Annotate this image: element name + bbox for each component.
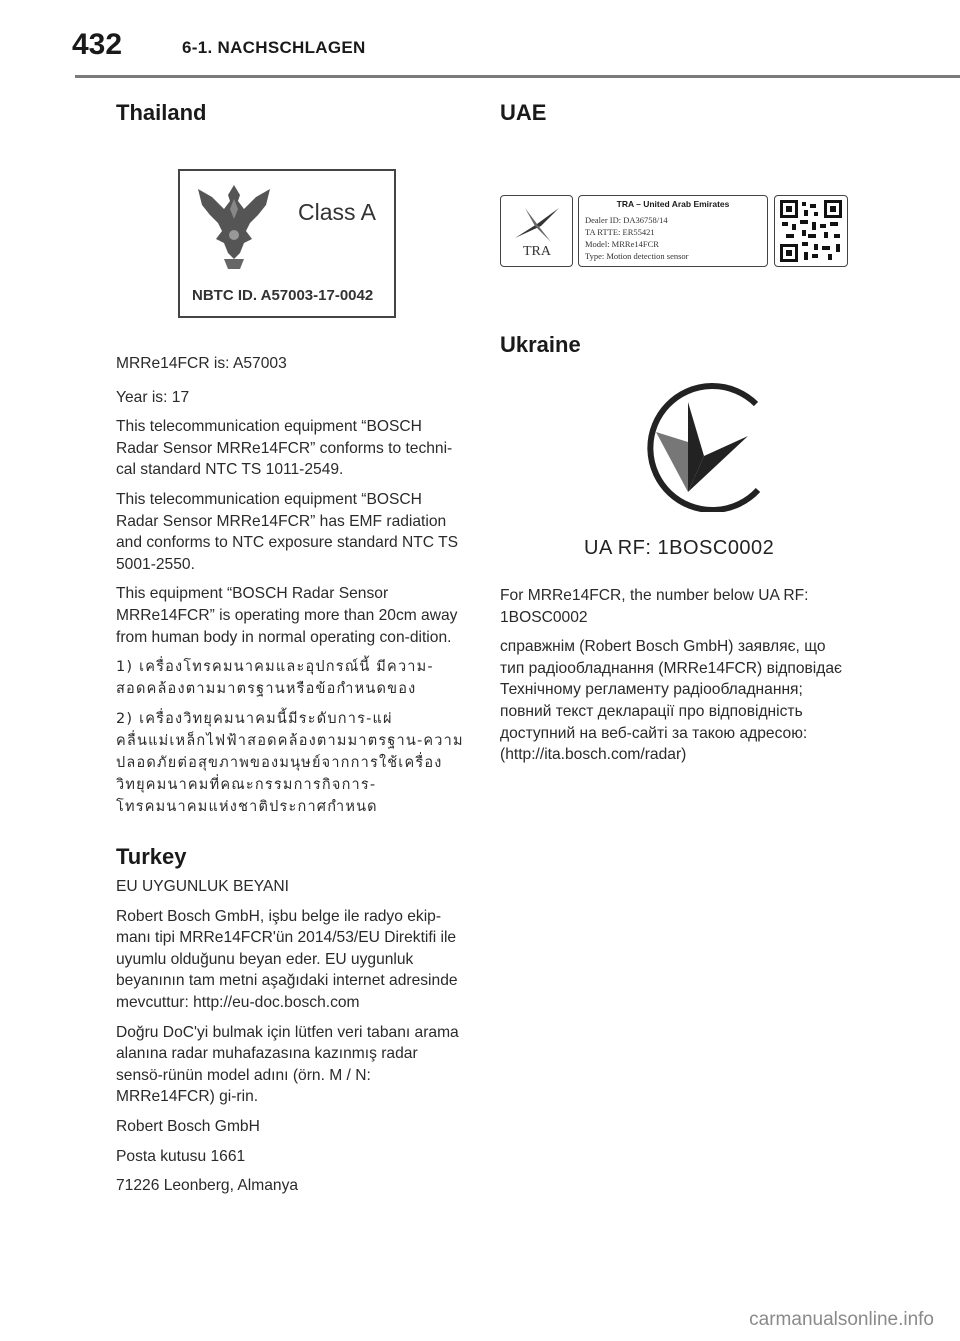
tra-dealer-id: Dealer ID: DA36758/14 (585, 215, 668, 225)
paragraph: This telecommunication equipment “BOSCH Radar Sensor MRRe14FCR” conforms to techni-cal standard NTC TS 1011-2549. (116, 418, 453, 479)
nbtc-class-text: Class A (298, 199, 376, 225)
paragraph: This telecommunication equipment “BOSCH Radar Sensor MRRe14FCR” has EMF radiation and conforms to NTC exposure standard NTC TS 5001-2550. (116, 490, 459, 573)
thailand-text (116, 353, 466, 826)
tra-model: Model: MRRe14FCR (585, 239, 659, 249)
paragraph: справжнім (Robert Bosch GmbH) заявляє, що тип радіообладнання (MRRe14FCR) відповідає Технічному регламенту радіообладнання; повний текст декларації про відповідність доступний на веб-сайті за такою адресою: (http://ita.bosch.com/radar) (500, 638, 843, 764)
paragraph: This equipment “BOSCH Radar Sensor MRRe14FCR” is operating more than 20cm away from human body in normal operating con-dition. (116, 585, 458, 646)
header-rule (75, 75, 960, 78)
thai-paragraph: 2) เครื่องวิทยุคมนาคมนี้มีระดับการ-แผ่คลื่นแม่เหล็กไฟฟ้าสอดคล้องตามมาตรฐาน-ความปลอดภัยต่อสุขภาพของมนุษย์จากการใช้เครื่องวิทยุคมนาคมที่คณะกรรมการกิจการ-โทรคมนาคมแห่งชาติประกาศกำหนด (116, 711, 464, 816)
tra-logo (500, 195, 573, 267)
paragraph: Robert Bosch GmbH (116, 1117, 260, 1135)
page-number: 432 (72, 28, 123, 61)
turkey-heading: Turkey (116, 844, 187, 869)
tra-logo-text: TRA (523, 244, 551, 259)
paragraph: Robert Bosch GmbH, işbu belge ile radyo ekip-manı tipi MRRe14FCR'ün 2014/53/EU Direktifi ile uyumlu olduğunu beyan eder. EU uygunluk beyanının tam metni aşağıdaki internet adresinde mevcuttur: http://eu-doc.bosch.com (116, 907, 458, 1011)
tra-type: Type: Motion detection sensor (585, 251, 689, 261)
paragraph: Year is: 17 (116, 388, 190, 406)
thai-paragraph: 1) เครื่องโทรคมนาคมและอุปกรณ์นี้ มีความ-สอดคล้องตามมาตรฐานหรือข้อกำหนดของ (116, 659, 434, 698)
watermark: carmanualsonline.info (749, 1309, 934, 1330)
paragraph: Posta kutusu 1661 (116, 1147, 246, 1165)
right-column (500, 100, 850, 764)
ua-rf-label: UA RF: 1BOSC0002 (584, 537, 775, 559)
tra-rtte: TA RTTE: ER55421 (585, 227, 655, 237)
paragraph: MRRe14FCR is: A57003 (116, 355, 287, 372)
uae-heading: UAE (500, 100, 547, 125)
tra-info (578, 195, 768, 267)
tra-star-icon (511, 202, 563, 246)
tra-title: TRA – United Arab Emirates (616, 199, 730, 209)
qr-code-icon (780, 200, 842, 262)
chapter-title: 6-1. NACHSCHLAGEN (182, 38, 366, 57)
thailand-heading: Thailand (116, 100, 207, 125)
nbtc-label (178, 169, 396, 318)
tra-qr (774, 195, 848, 267)
tra-label (500, 195, 850, 270)
page-header (0, 0, 960, 78)
paragraph: 71226 Leonberg, Almanya (116, 1177, 299, 1195)
turkey-section (116, 844, 466, 1205)
left-column (116, 100, 466, 1195)
ua-conformity-mark-icon (608, 382, 768, 512)
garuda-emblem-icon (194, 179, 274, 274)
paragraph: For MRRe14FCR, the number below UA RF: 1BOSC0002 (500, 587, 809, 626)
nbtc-id-text: NBTC ID. A57003-17-0042 (192, 287, 374, 304)
ukraine-heading: Ukraine (500, 332, 581, 357)
paragraph: Doğru DoC'yi bulmak için lütfen veri tabanı arama alanına radar muhafazasına kazınmış radar sensö-rünün model adını (örn. M / N: MRRe14FCR) gi-rin. (116, 1023, 459, 1106)
ukraine-text (500, 585, 850, 774)
paragraph: EU UYGUNLUK BEYANI (116, 878, 290, 895)
